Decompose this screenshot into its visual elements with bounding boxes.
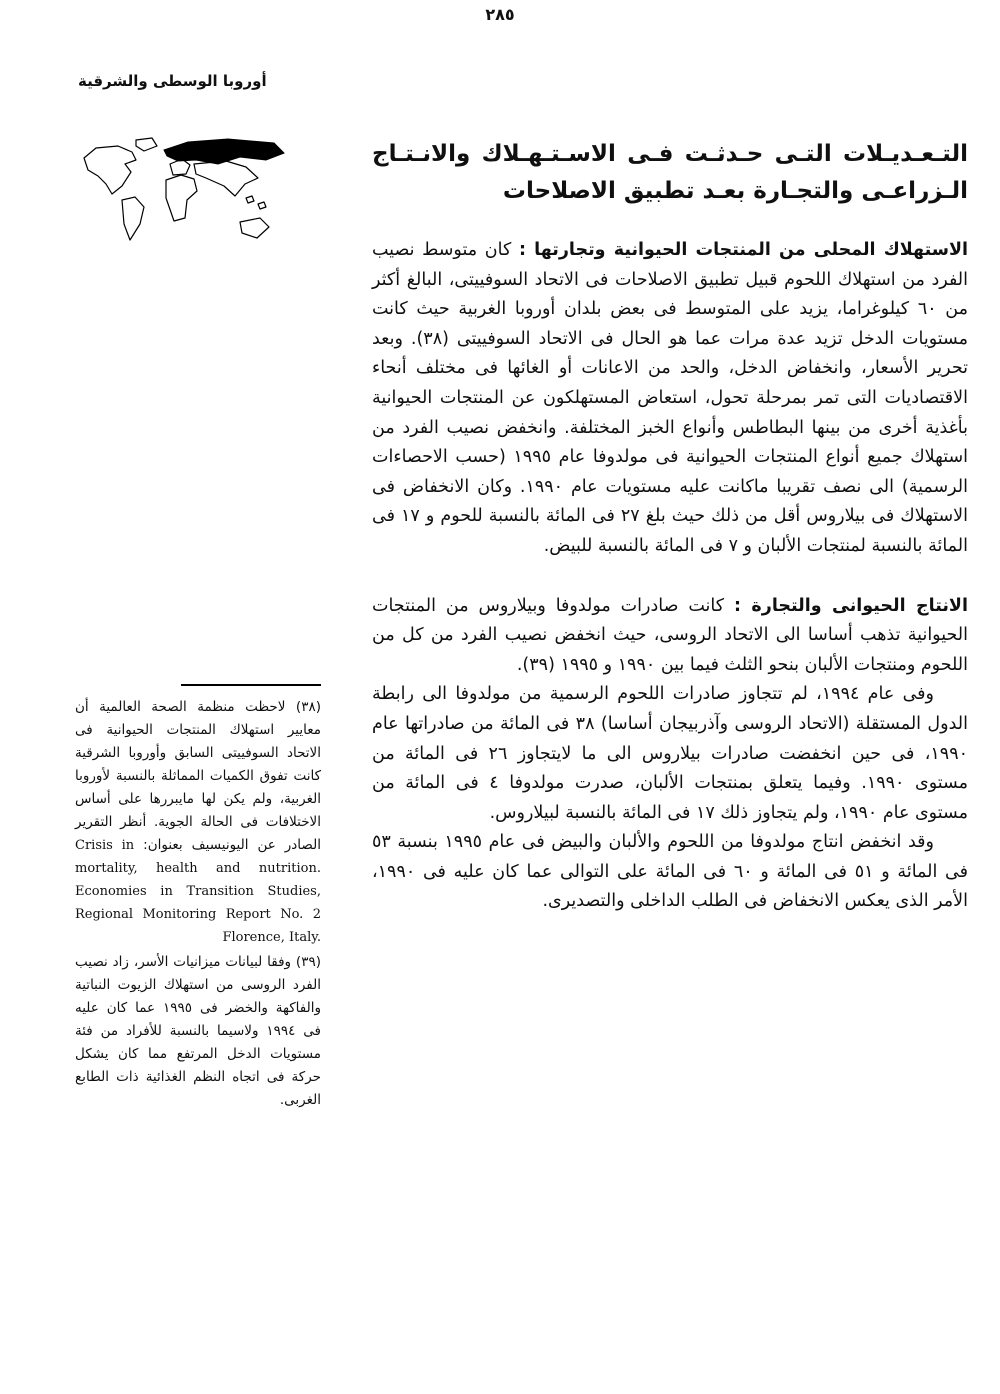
world-map xyxy=(78,134,290,262)
sidebar xyxy=(78,72,318,262)
map-south-america xyxy=(122,197,144,240)
map-island-2 xyxy=(258,202,266,209)
map-europe xyxy=(170,159,190,175)
section-production-heading: الانتاج الحيوانى والتجارة : xyxy=(733,595,968,616)
footnote-39: (٣٩) وفقا لبيانات ميزانيات الأسر، زاد نصيب الفرد الروسى من استهلاك الزيوت النباتية والفاكهة والخضر فى ١٩٩٥ عما كان عليه فى ١٩٩٤ ولاسيما بالنسبة للأفراد من فئة مستويات الدخل المرتفع مما كان يشكل حركة فى اتجاه النظم الغذائية ذات الطابع الغربى. xyxy=(75,954,322,1108)
section-consumption xyxy=(372,236,968,562)
section-production-text: كانت صادرات مولدوفا وبيلاروس من المنتجات الحيوانية تذهب أساسا الى الاتحاد الروسى، حيث انخفض نصيب الفرد من كل من اللحوم ومنتجات الألبان بنحو الثلث فيما بين ١٩٩٠ و ١٩٩٥ (٣٩). xyxy=(372,595,968,675)
section-consumption-text: كان متوسط نصيب الفرد من استهلاك اللحوم قبيل تطبيق الاصلاحات فى الاتحاد السوفييتى، البالغ أكثر من ٦٠ كيلوغراما، يزيد على المتوسط فى بعض بلدان أوروبا الغربية حيث كانت مستويات الدخل تزيد عدة مرات عما هو الحال فى الاتحاد السوفييتى (٣٨). وبعد تحرير الأسعار، وانخفاض الدخل، والحد من الاعانات أو الغائها فى مختلف أنحاء الاقتصاديات التى تمر بمرحلة تحول، استعاض المستهلكون عن المنتجات الحيوانية بأغذية أخرى من بينها البطاطس وأنواع الخبز المختلفة. وانخفض نصيب الفرد من استهلاك جميع أنواع المنتجات الحيوانية فى مولدوفا عام ١٩٩٥ (حسب الاحصاءات الرسمية) الى نصف تقريبا ماكانت عليه مستويات عام ١٩٩٠. وكان الانخفاض فى الاستهلاك فى بيلاروس أقل من ذلك حيث بلغ ٢٧ فى المائة بالنسبة للحوم و ١٧ فى المائة بالنسبة لمنتجات الألبان و ٧ فى المائة بالنسبة للبيض. xyxy=(372,240,969,556)
map-north-america xyxy=(84,146,136,194)
section-production xyxy=(372,592,968,681)
footnote-38-arabic: (٣٨) لاحظت منظمة الصحة العالمية أن معايير استهلاك المنتجات الحيوانية فى الاتحاد السوفييتى السابق وأوروبا الشرقية كانت تفوق الكميات المماثلة بالنسبة لأوروبا الغربية، ولم يكن لها مايبررها على أساس الاختلافات فى الحالة الجوية. أنظر التقرير الصادر عن اليونيسيف بعنوان: xyxy=(75,699,321,853)
paragraph-exports-1994: وفى عام ١٩٩٤، لم تتجاوز صادرات اللحوم الرسمية من مولدوفا الى رابطة الدول المستقلة (الاتحاد الروسى وآذربيجان أساسا) ٣٨ فى المائة من صادراتها عام ١٩٩٠، فى حين انخفضت صادرات بيلاروس الى ما لايتجاوز ٢٦ فى المائة من مستوى ١٩٩٠. وفيما يتعلق بمنتجات الألبان، صدرت مولدوفا ٤ فى المائة من مستوى عام ١٩٩٠، ولم يتجاوز ذلك ١٧ فى المائة بالنسبة لبيلاروس. xyxy=(372,684,969,823)
map-highlight-region xyxy=(164,139,284,164)
map-island-1 xyxy=(246,196,254,203)
footnote-separator xyxy=(181,684,321,686)
article-title: التـعـديـلات التـى حـدثـت فـى الاسـتـهـلاك والانـتـاج الـزراعـى والتجـارة بعـد تطبيق الاصلاحات xyxy=(372,141,968,204)
section-consumption-heading: الاستهلاك المحلى من المنتجات الحيوانية وتجارتها : xyxy=(518,240,968,260)
map-asia xyxy=(194,161,258,196)
paragraph-production-decline: وقد انخفض انتاج مولدوفا من اللحوم والألبان والبيض فى عام ١٩٩٥ بنسبة ٥٣ فى المائة و ٥١ فى المائة و ٦٠ فى المائة على التوالى عما كان عليه فى ١٩٩٠، الأمر الذى يعكس الانخفاض فى الطلب الداخلى والتصديرى. xyxy=(372,832,968,912)
map-africa xyxy=(166,175,197,221)
map-australia xyxy=(240,218,269,238)
footnote-38 xyxy=(75,696,321,949)
world-map-graphic xyxy=(78,134,290,262)
region-label: أوروبا الوسطى والشرقية xyxy=(78,72,267,90)
footnote-38-citation: Crisis in mortality, health and nutrition. Economies in Transition Studies, Regional Monitoring Report No. 2 Florence, Italy. xyxy=(75,838,321,945)
footnotes-block xyxy=(75,684,321,1112)
article-body xyxy=(372,136,968,917)
page-number: ٢٨٥ xyxy=(485,5,515,24)
map-greenland xyxy=(136,138,157,151)
